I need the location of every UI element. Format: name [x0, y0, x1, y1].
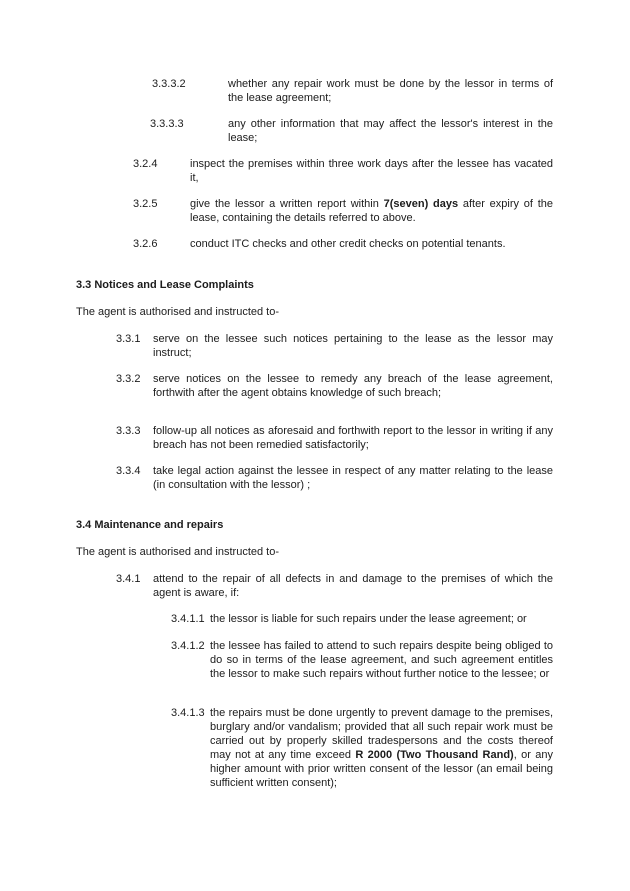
clause-number: 3.3.4 — [116, 465, 141, 477]
section-heading: 3.4 Maintenance and repairs — [76, 519, 224, 531]
clause-text: give the lessor a written report within 7(seven) days after expiry of the lease, containing the details referred to above. — [190, 198, 553, 224]
clause-text: whether any repair work must be done by the lessor in terms of the lease agreement; — [228, 78, 553, 104]
clause-number: 3.4.1 — [116, 573, 141, 585]
clause-number: 3.3.3 — [116, 425, 141, 437]
clause-text: take legal action against the lessee in respect of any matter relating to the lease (in consultation with the lessor) ; — [153, 465, 553, 491]
clause-text: conduct ITC checks and other credit checks on potential tenants. — [190, 238, 506, 250]
clause-number: 3.2.5 — [133, 198, 158, 210]
clause-number: 3.4.1.1 — [171, 613, 205, 625]
clause-number: 3.3.1 — [116, 333, 141, 345]
clause-text: serve on the lessee such notices pertaining to the lease as the lessor may instruct; — [153, 333, 553, 359]
clause-text: the lessor is liable for such repairs under the lease agreement; or — [210, 613, 527, 625]
clause-number: 3.3.2 — [116, 373, 141, 385]
clause-text: serve notices on the lessee to remedy any breach of the lease agreement, forthwith after the agent obtains knowledge of such breach; — [153, 373, 553, 399]
section-intro: The agent is authorised and instructed to- — [76, 306, 280, 318]
clause-number: 3.2.4 — [133, 158, 158, 170]
amount-emphasis: R 2000 (Two Thousand Rand) — [355, 749, 514, 761]
clause-text: follow-up all notices as aforesaid and forthwith report to the lessor in writing if any breach has not been remedied satisfactorily; — [153, 425, 553, 451]
clause-text: any other information that may affect the lessor's interest in the lease; — [228, 118, 553, 144]
clause-number: 3.2.6 — [133, 238, 158, 250]
clause-text: inspect the premises within three work days after the lessee has vacated it, — [190, 158, 553, 184]
clause-number: 3.3.3.3 — [150, 118, 184, 130]
clause-text: attend to the repair of all defects in and damage to the premises of which the agent is aware, if: — [153, 573, 553, 599]
section-heading: 3.3 Notices and Lease Complaints — [76, 279, 254, 291]
deadline-emphasis: 7(seven) days — [383, 198, 459, 210]
clause-text: the repairs must be done urgently to prevent damage to the premises, burglary and/or vandalism; provided that all such repair work must be carried out by properly skilled tradespersons and the costs thereof may not at any time exceed R 2000 (Two Thousand Rand), or any higher amount with prior written consent of the lessor (an email being sufficient written consent); — [210, 707, 553, 789]
section-intro: The agent is authorised and instructed to- — [76, 546, 280, 558]
clause-number: 3.3.3.2 — [152, 78, 186, 90]
clause-text: the lessee has failed to attend to such repairs despite being obliged to do so in terms of the lease agreement, and such agreement entitles the lessor to make such repairs without further notice to the lessee; or — [210, 640, 553, 680]
clause-number: 3.4.1.3 — [171, 707, 205, 719]
clause-number: 3.4.1.2 — [171, 640, 205, 652]
